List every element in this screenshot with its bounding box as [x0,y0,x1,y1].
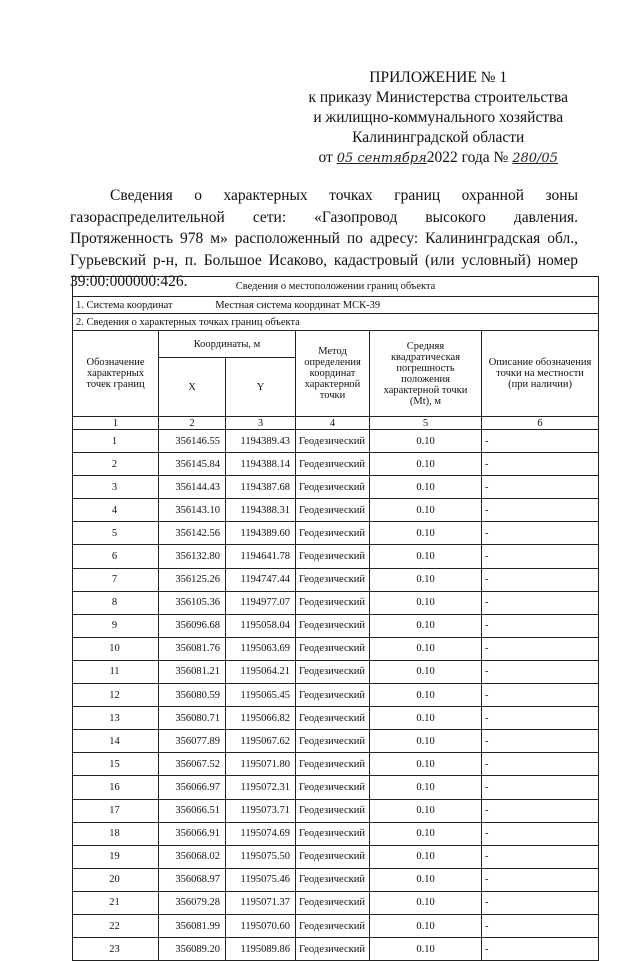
table-title-row [73,277,599,297]
point-id-cell: 3 [73,476,159,499]
col-num: 3 [226,417,296,430]
description-cell: - [482,545,599,568]
x-coord-cell: 356067.52 [159,753,226,776]
date-suffix: 2022 года № [426,149,509,166]
method-cell: Геодезический [296,914,370,937]
point-id-cell: 2 [73,453,159,476]
method-cell: Геодезический [296,591,370,614]
description-cell: - [482,660,599,683]
point-id-cell: 23 [73,938,159,961]
table-row [73,522,599,545]
point-id-cell: 9 [73,614,159,637]
description-cell: - [482,522,599,545]
coord-system-label: 1. Система координат [76,299,173,311]
error-cell: 0.10 [370,430,482,453]
error-cell: 0.10 [370,799,482,822]
method-cell: Геодезический [296,891,370,914]
coord-system-row [73,297,599,314]
error-cell: 0.10 [370,660,482,683]
column-numbers-row [73,417,599,430]
x-coord-cell: 356077.89 [159,730,226,753]
table-row [73,660,599,683]
method-cell: Геодезический [296,545,370,568]
x-coord-cell: 356080.59 [159,684,226,707]
point-id-cell: 6 [73,545,159,568]
table-row [73,568,599,591]
description-cell: - [482,453,599,476]
y-coord-cell: 1195071.80 [226,753,296,776]
point-id-cell: 5 [73,522,159,545]
error-cell: 0.10 [370,522,482,545]
y-coord-cell: 1194641.78 [226,545,296,568]
col-num: 5 [370,417,482,430]
point-id-cell: 7 [73,568,159,591]
y-coord-cell: 1195072.31 [226,776,296,799]
table-row [73,938,599,961]
point-id-cell: 22 [73,914,159,937]
table-row [73,637,599,660]
point-id-cell: 12 [73,684,159,707]
point-id-cell: 17 [73,799,159,822]
description-cell: - [482,499,599,522]
error-cell: 0.10 [370,707,482,730]
y-coord-cell: 1195075.50 [226,845,296,868]
col-method-header: Метод определения координат характерной точки [296,331,370,417]
method-cell: Геодезический [296,753,370,776]
y-coord-cell: 1195064.21 [226,660,296,683]
table-row [73,591,599,614]
y-coord-cell: 1195066.82 [226,707,296,730]
error-cell: 0.10 [370,730,482,753]
x-coord-cell: 356132.80 [159,545,226,568]
x-coord-cell: 356081.21 [159,660,226,683]
description-cell: - [482,914,599,937]
point-id-cell: 1 [73,430,159,453]
section2-row [73,314,599,331]
table-row [73,476,599,499]
error-cell: 0.10 [370,822,482,845]
x-coord-cell: 356143.10 [159,499,226,522]
table-title: Сведения о местоположении границ объекта [73,277,599,297]
description-cell: - [482,868,599,891]
table-row [73,753,599,776]
description-cell: - [482,845,599,868]
description-cell: - [482,476,599,499]
point-id-cell: 13 [73,707,159,730]
table-row [73,614,599,637]
description-cell: - [482,614,599,637]
error-cell: 0.10 [370,938,482,961]
error-cell: 0.10 [370,637,482,660]
x-coord-cell: 356068.02 [159,845,226,868]
table-row [73,776,599,799]
error-cell: 0.10 [370,453,482,476]
method-cell: Геодезический [296,476,370,499]
y-coord-cell: 1194388.14 [226,453,296,476]
method-cell: Геодезический [296,730,370,753]
method-cell: Геодезический [296,707,370,730]
error-cell: 0.10 [370,568,482,591]
date-prefix: от [318,149,333,166]
description-cell: - [482,776,599,799]
col-y-header: Y [226,358,296,417]
x-coord-cell: 356096.68 [159,614,226,637]
method-cell: Геодезический [296,845,370,868]
description-cell: - [482,707,599,730]
point-id-cell: 8 [73,591,159,614]
y-coord-cell: 1195058.04 [226,614,296,637]
y-coord-cell: 1195071.37 [226,891,296,914]
error-cell: 0.10 [370,753,482,776]
x-coord-cell: 356146.55 [159,430,226,453]
error-cell: 0.10 [370,545,482,568]
y-coord-cell: 1195074.69 [226,822,296,845]
y-coord-cell: 1195089.86 [226,938,296,961]
y-coord-cell: 1194389.43 [226,430,296,453]
point-id-cell: 11 [73,660,159,683]
point-id-cell: 4 [73,499,159,522]
y-coord-cell: 1194388.31 [226,499,296,522]
error-cell: 0.10 [370,891,482,914]
order-line-2: и жилищно-коммунального хозяйства [313,109,564,126]
point-id-cell: 10 [73,637,159,660]
error-cell: 0.10 [370,868,482,891]
table-row [73,453,599,476]
point-id-cell: 18 [73,822,159,845]
error-cell: 0.10 [370,591,482,614]
error-cell: 0.10 [370,684,482,707]
error-cell: 0.10 [370,499,482,522]
table-row [73,845,599,868]
handwritten-number: 280/05 [512,151,558,166]
table-row [73,499,599,522]
y-coord-cell: 1195073.71 [226,799,296,822]
description-cell: - [482,637,599,660]
appendix-header [308,68,568,169]
method-cell: Геодезический [296,522,370,545]
method-cell: Геодезический [296,868,370,891]
order-line-3: Калининградской области [352,129,525,146]
col-x-header: X [159,358,226,417]
y-coord-cell: 1194387.68 [226,476,296,499]
x-coord-cell: 356080.71 [159,707,226,730]
method-cell: Геодезический [296,938,370,961]
method-cell: Геодезический [296,822,370,845]
description-cell: - [482,822,599,845]
col-error-header: Средняя квадратическая погрешность положения характерной точки (Mt), м [370,331,482,417]
appendix-title: ПРИЛОЖЕНИЕ № 1 [369,69,508,86]
y-coord-cell: 1195065.45 [226,684,296,707]
error-cell: 0.10 [370,845,482,868]
table-body [73,430,599,961]
x-coord-cell: 356066.97 [159,776,226,799]
y-coord-cell: 1195070.60 [226,914,296,937]
method-cell: Геодезический [296,614,370,637]
col-coords-header: Координаты, м [159,331,296,358]
method-cell: Геодезический [296,430,370,453]
section2-label: 2. Сведения о характерных точках границ объекта [73,314,599,331]
method-cell: Геодезический [296,799,370,822]
intro-paragraph: Сведения о характерных точках границ охранной зоны газораспределительной сети: «Газопровод высокого давления. Протяженность 978 м» расположенный по адресу: Калининградская обл., Гурьевский р-н, п. Большое Исаково, кадастровый (или условный) номер 39:00:000000:426. [70,187,578,290]
table-row [73,707,599,730]
description-cell: - [482,568,599,591]
table-row [73,914,599,937]
error-cell: 0.10 [370,914,482,937]
x-coord-cell: 356105.36 [159,591,226,614]
error-cell: 0.10 [370,476,482,499]
point-id-cell: 21 [73,891,159,914]
method-cell: Геодезический [296,684,370,707]
method-cell: Геодезический [296,499,370,522]
header-row-1 [73,331,599,358]
description-cell: - [482,753,599,776]
table-row [73,684,599,707]
description-cell: - [482,591,599,614]
x-coord-cell: 356145.84 [159,453,226,476]
x-coord-cell: 356142.56 [159,522,226,545]
table-row [73,891,599,914]
coord-system-value: Местная система координат МСК-39 [215,299,381,311]
y-coord-cell: 1194747.44 [226,568,296,591]
table-row [73,430,599,453]
table-row [73,799,599,822]
point-id-cell: 15 [73,753,159,776]
boundary-table [72,276,599,961]
x-coord-cell: 356068.97 [159,868,226,891]
point-id-cell: 20 [73,868,159,891]
description-cell: - [482,730,599,753]
x-coord-cell: 356081.76 [159,637,226,660]
x-coord-cell: 356125.26 [159,568,226,591]
y-coord-cell: 1194389.60 [226,522,296,545]
table-row [73,868,599,891]
method-cell: Геодезический [296,637,370,660]
error-cell: 0.10 [370,776,482,799]
y-coord-cell: 1194977.07 [226,591,296,614]
description-cell: - [482,430,599,453]
method-cell: Геодезический [296,660,370,683]
col-desc-header: Описание обозначения точки на местности (при наличии) [482,331,599,417]
y-coord-cell: 1195075.46 [226,868,296,891]
x-coord-cell: 356144.43 [159,476,226,499]
order-date-line [308,148,568,169]
method-cell: Геодезический [296,453,370,476]
x-coord-cell: 356079.28 [159,891,226,914]
y-coord-cell: 1195063.69 [226,637,296,660]
method-cell: Геодезический [296,568,370,591]
x-coord-cell: 356081.99 [159,914,226,937]
order-line-1: к приказу Министерства строительства [308,89,568,106]
col-num: 1 [73,417,159,430]
description-cell: - [482,799,599,822]
col-point-header: Обозначение характерных точек границ [73,331,159,417]
description-cell: - [482,891,599,914]
table-row [73,545,599,568]
table-row [73,730,599,753]
table-row [73,822,599,845]
method-cell: Геодезический [296,776,370,799]
col-num: 6 [482,417,599,430]
col-num: 2 [159,417,226,430]
point-id-cell: 16 [73,776,159,799]
point-id-cell: 14 [73,730,159,753]
y-coord-cell: 1195067.62 [226,730,296,753]
point-id-cell: 19 [73,845,159,868]
description-cell: - [482,938,599,961]
handwritten-date: 05 сентября [336,151,427,166]
x-coord-cell: 356066.91 [159,822,226,845]
col-num: 4 [296,417,370,430]
error-cell: 0.10 [370,614,482,637]
description-cell: - [482,684,599,707]
x-coord-cell: 356089.20 [159,938,226,961]
x-coord-cell: 356066.51 [159,799,226,822]
